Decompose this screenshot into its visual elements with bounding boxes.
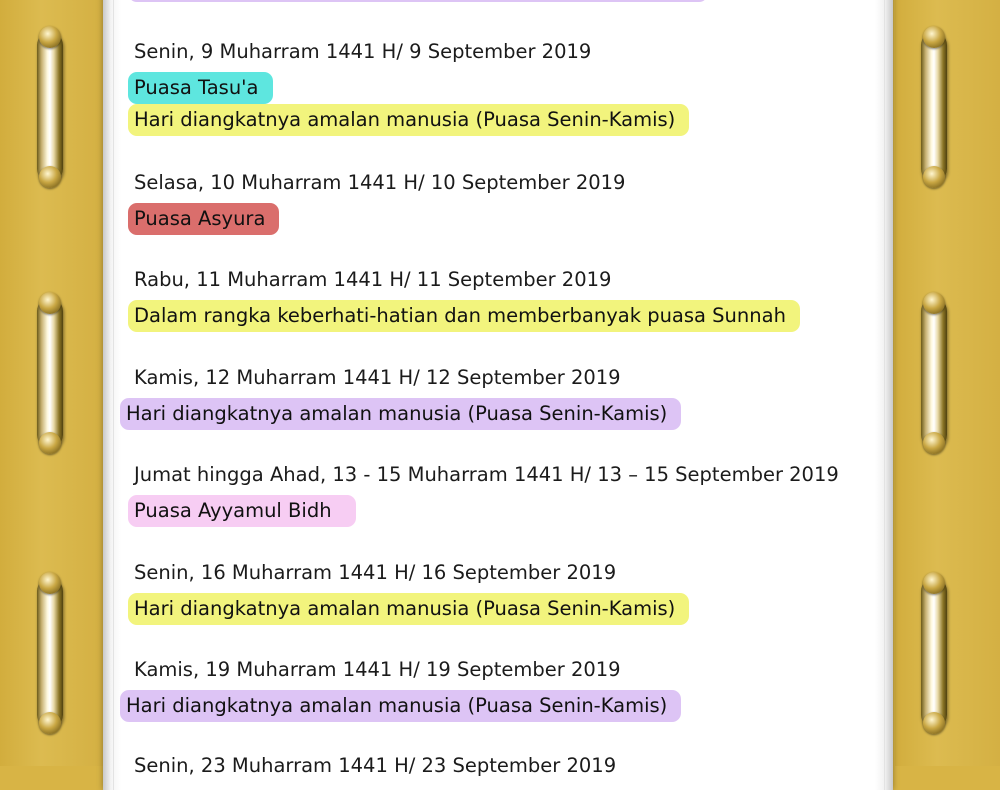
entry-tag: Hari diangkatnya amalan manusia (Puasa Senin-Kamis) [120,690,681,722]
right-gold-border [895,0,1000,766]
entry-date: Jumat hingga Ahad, 13 - 15 Muharram 1441 H/ 13 – 15 September 2019 [134,463,839,486]
entry-date: Senin, 23 Muharram 1441 H/ 23 September 2019 [134,754,617,777]
fasting-schedule-list [126,0,888,777]
entry-tag: Hari diangkatnya amalan manusia (Puasa Senin-Kamis) [120,398,681,430]
entry-tag: Puasa Asyura [128,203,279,235]
binder-ring-icon [921,578,947,728]
entry-date: Rabu, 11 Muharram 1441 H/ 11 September 2019 [134,268,612,291]
entry-tag: Hari diangkatnya amalan manusia (Puasa Senin-Kamis) [128,593,689,625]
entry-date: Senin, 9 Muharram 1441 H/ 9 September 2019 [134,40,592,63]
binder-ring-icon [37,578,63,728]
binder-ring-icon [37,298,63,448]
cut-off-tag [128,0,708,2]
entry-date: Senin, 16 Muharram 1441 H/ 16 September 2019 [134,561,617,584]
entry-tag: Puasa Ayyamul Bidh [128,495,356,527]
entry-tag: Dalam rangka keberhati-hatian dan memberbanyak puasa Sunnah [128,300,800,332]
entry-date: Kamis, 19 Muharram 1441 H/ 19 September 2019 [134,658,621,681]
entry-tag: Hari diangkatnya amalan manusia (Puasa Senin-Kamis) [128,104,689,136]
binder-ring-icon [37,32,63,182]
entry-date: Selasa, 10 Muharram 1441 H/ 10 September 2019 [134,171,626,194]
binder-ring-icon [921,32,947,182]
entry-tag: Puasa Tasu'a [128,72,273,104]
entry-date: Kamis, 12 Muharram 1441 H/ 12 September 2019 [134,366,621,389]
binder-ring-icon [921,298,947,448]
